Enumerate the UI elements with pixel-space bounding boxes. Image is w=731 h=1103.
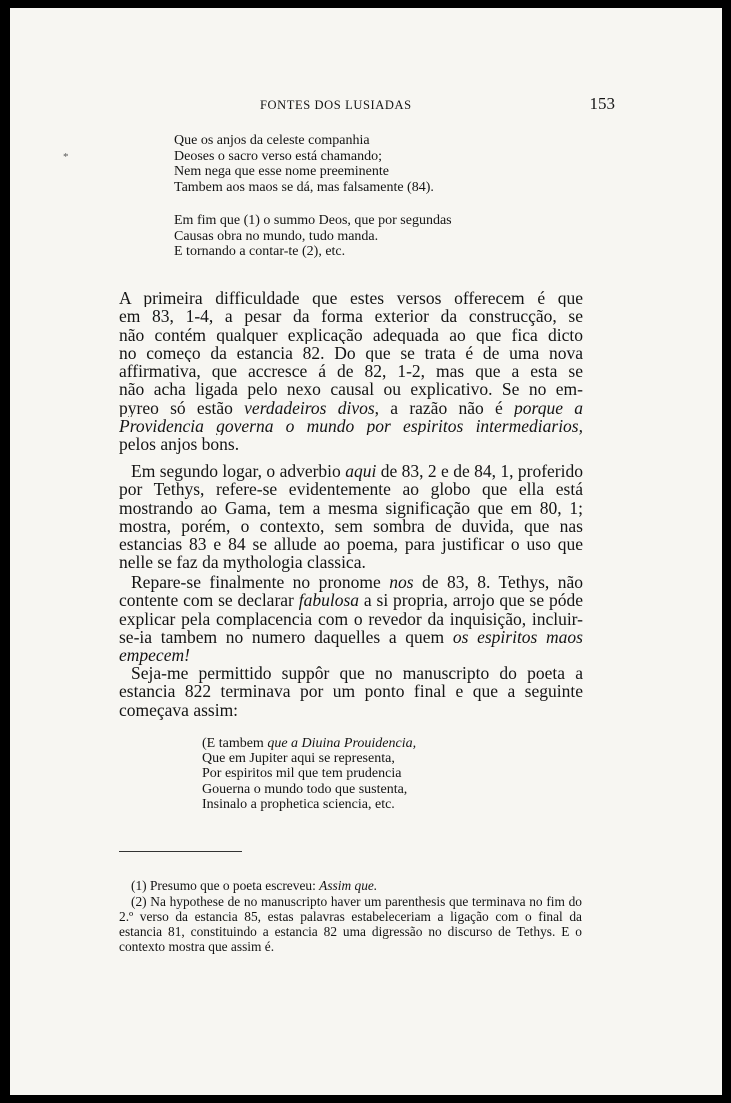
- footnote-1: [119, 878, 582, 893]
- verse-line: Que em Jupiter aqui se representa,: [202, 751, 395, 767]
- paragraph-3: [119, 573, 583, 664]
- italic-run: verdadeiros divos: [244, 398, 375, 418]
- verse-line: Em fim que (1) o summo Deos, que por segundas: [174, 213, 452, 228]
- verse-line: Que os anjos da celeste companhia: [174, 133, 370, 148]
- paragraph-4: Seja-me permittido suppôr que no manuscripto do poeta a estancia 822 terminava por um ponto final e que a seguinte começava assim:: [119, 663, 583, 720]
- verse-quote-3: [202, 736, 416, 812]
- paragraph-line: não contém qualquer explicação adequada ao que fica dicto: [119, 325, 583, 344]
- page-number: 153: [589, 94, 615, 113]
- verse-line: Tambem aos maos se dá, mas falsamente (84).: [174, 179, 434, 195]
- page-header: [260, 94, 615, 114]
- paragraph-line: [119, 417, 583, 435]
- italic-run: nos: [389, 572, 414, 592]
- italic-run: que a Diuina Prouidencia,: [267, 736, 417, 751]
- text-run: (E tambem: [202, 736, 268, 751]
- footnote-divider: [119, 851, 242, 852]
- paragraph-line: no começo da estancia 82. Do que se trata é de uma nova: [119, 343, 583, 363]
- text-run: Repare-se finalmente no pronome: [131, 572, 390, 592]
- verse-line: E tornando a contar-te (2), etc.: [174, 244, 346, 260]
- verse-line: Deoses o sacro verso está chamando;: [174, 148, 382, 164]
- text-run: (1) Presumo que o poeta escreveu:: [131, 878, 320, 893]
- paragraph-line: affirmativa, que accresce á de 82, 1-2, mas que a esta se: [119, 362, 583, 381]
- paragraph-1: [119, 289, 583, 454]
- italic-run: fabulosa: [298, 590, 360, 611]
- italic-run: aqui: [345, 461, 377, 481]
- paragraph-line: não acha ligada pelo nexo causal ou explicativo. Se no em-: [119, 380, 583, 399]
- verse-line: Nem nega que esse nome preeminente: [174, 164, 389, 180]
- margin-mark: *: [63, 151, 69, 163]
- text-run: a si propria, arrojo que se póde explicar pela complacencia com o revedor da inquisição, incluir-se-ia tambem no numero daquelles a quem: [119, 590, 583, 647]
- paragraph-2: [119, 462, 583, 572]
- verse-quote-2: [174, 213, 452, 260]
- paragraph-line: em 83, 1-4, a pesar da forma exterior da construcção, se: [119, 307, 583, 326]
- footnotes: [119, 878, 582, 954]
- text-run: de 83, 8. Tethys, não contente com se declarar: [119, 572, 583, 611]
- text-run: de 83, 2 e de 84, 1, proferido por Tethys, refere-se evidentemente ao globo que ella está mostrando ao Gama, tem a mesma significação que em 80, 1; mostra, porém, o contexto, sem sombra de duvida, que nas estancias 83 e 84 se allude ao poema, para justificar o uso que nelle se faz da mythologia classica.: [119, 461, 583, 573]
- italic-run: os espiritos maos empecem!: [119, 626, 583, 666]
- paragraph-line: pelos anjos bons.: [119, 435, 240, 454]
- verse-quote-1: [174, 133, 434, 195]
- verse-line: [202, 736, 416, 751]
- italic-run: Assim que.: [319, 878, 378, 893]
- verse-line: Por espiritos mil que tem prudencia: [202, 766, 402, 782]
- running-title: FONTES DOS LUSIADAS: [260, 98, 412, 112]
- book-page: [10, 8, 722, 1095]
- text-run: pyreo só estão: [119, 398, 245, 418]
- text-run: Em segundo logar, o adverbio: [131, 461, 346, 481]
- footnote-2: (2) Na hypothese de no manuscripto haver um parenthesis que terminava no fim do 2.º verso da estancia 85, estas palavras estabeleceriam a ligação com o final da estancia 81, constituindo a estancia 82 uma digressão no discurso de Tethys. E o contexto mostra que assim é.: [119, 894, 582, 954]
- paragraph-line: [119, 399, 583, 417]
- verse-line: Insinalo a prophetica sciencia, etc.: [202, 796, 395, 812]
- verse-line: Gouerna o mundo todo que sustenta,: [202, 781, 408, 797]
- italic-run: Providencia governa o mundo por espiritos intermediarios,: [119, 417, 583, 436]
- verse-line: Causas obra no mundo, tudo manda.: [174, 228, 379, 244]
- text-run: , a razão não é: [374, 398, 515, 418]
- italic-run: porque a: [514, 398, 583, 418]
- paragraph-line: A primeira difficuldade que estes versos offerecem é que: [119, 289, 583, 308]
